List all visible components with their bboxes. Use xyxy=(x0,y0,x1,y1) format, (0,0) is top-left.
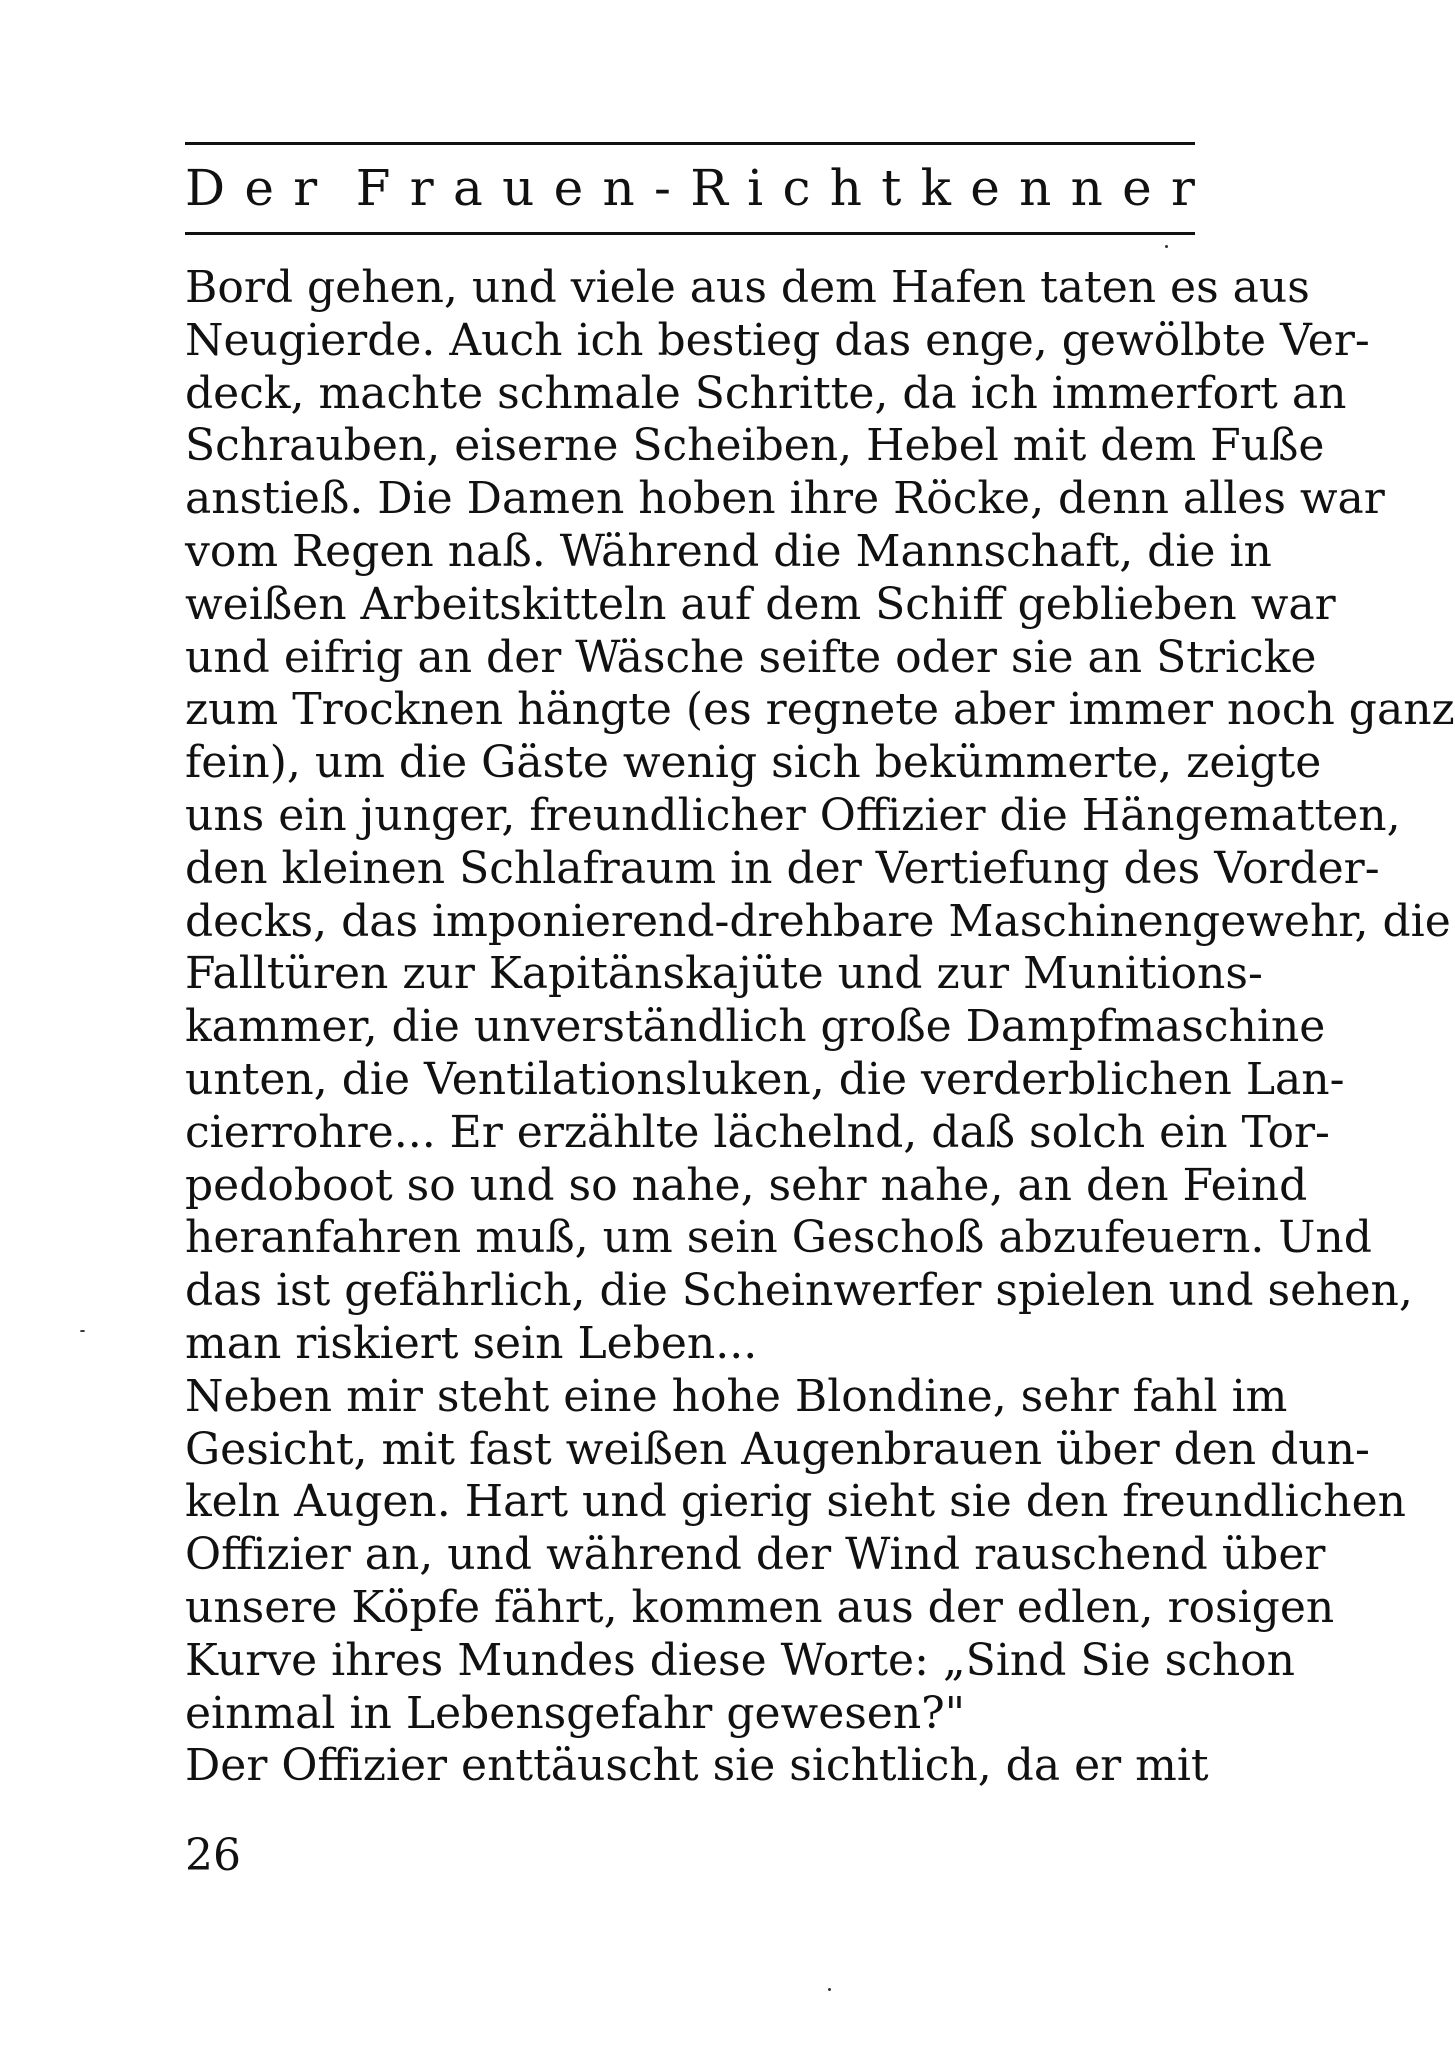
running-head-letter: k xyxy=(920,159,951,217)
text-line: anstieß. Die Damen hoben ihre Röcke, denn alles war xyxy=(185,473,1385,525)
bottom-rule xyxy=(185,232,1195,235)
running-head-letter: a xyxy=(452,159,483,217)
text-line: weißen Arbeitskitteln auf dem Schiff geblieben war xyxy=(185,578,1336,630)
running-head-letter: r xyxy=(1171,159,1195,217)
text-line: zum Trocknen hängte (es regnete aber immer noch ganz xyxy=(185,684,1455,736)
text-line: unten, die Ventilationsluken, die verderblichen Lan- xyxy=(185,1053,1345,1105)
text-line: man riskiert sein Leben... xyxy=(185,1317,758,1369)
text-line: einmal in Lebensgefahr gewesen?" xyxy=(185,1687,966,1739)
text-line: den kleinen Schlafraum in der Vertiefung des Vorder- xyxy=(185,842,1380,894)
text-line: pedoboot so und so nahe, sehr nahe, an den Feind xyxy=(185,1159,1308,1211)
body-text xyxy=(185,262,1455,1793)
top-rule xyxy=(185,142,1195,145)
running-head-letter: e xyxy=(553,159,584,217)
text-line: Bord gehen, und viele aus dem Hafen taten es aus xyxy=(185,262,1310,313)
text-line: und eifrig an der Wäsche seifte oder sie an Stricke xyxy=(185,631,1317,683)
text-line: heranfahren muß, um sein Geschoß abzufeuern. Und xyxy=(185,1212,1372,1264)
speck xyxy=(828,1988,831,1991)
running-head-letter: r xyxy=(409,159,434,217)
text-line: Schrauben, eiserne Scheiben, Hebel mit dem Fuße xyxy=(185,420,1325,472)
text-line: kammer, die unverständlich große Dampfmaschine xyxy=(185,1001,1326,1053)
running-head-letter: e xyxy=(1122,159,1152,217)
text-line: deck, machte schmale Schritte, da ich immerfort an xyxy=(185,367,1347,419)
running-head-letter: e xyxy=(970,159,1000,217)
running-head-letter: R xyxy=(690,159,728,217)
text-line: keln Augen. Hart und gierig sieht sie den freundlichen xyxy=(185,1476,1406,1528)
text-line: decks, das imponierend-drehbare Maschinengewehr, die xyxy=(185,895,1451,947)
text-line: Der Offizier enttäuscht sie sichtlich, da er mit xyxy=(185,1740,1209,1792)
running-head-letter: c xyxy=(782,159,811,217)
running-head-letter: r xyxy=(293,159,318,217)
running-head-letter: n xyxy=(1019,159,1052,217)
text-line: cierrohre... Er erzählte lächelnd, daß solch ein Tor- xyxy=(185,1106,1330,1158)
running-head-letter: - xyxy=(653,159,671,217)
running-head-letter: F xyxy=(355,159,391,217)
running-head-letter: h xyxy=(829,159,862,217)
page-number: 26 xyxy=(185,1830,241,1881)
running-head-letter: i xyxy=(747,159,764,217)
text-line: Falltüren zur Kapitänskajüte und zur Munitions- xyxy=(185,948,1263,1000)
speck xyxy=(1165,245,1168,248)
text-line: Gesicht, mit fast weißen Augenbrauen über den dun- xyxy=(185,1423,1370,1475)
text-line: Offizier an, und während der Wind rauschend über xyxy=(185,1529,1326,1581)
running-head-letter: e xyxy=(244,159,274,217)
text-line: uns ein junger, freundlicher Offizier die Hängematten, xyxy=(185,789,1401,841)
running-head xyxy=(185,150,1195,226)
text-line: Neugierde. Auch ich bestieg das enge, gewölbte Ver- xyxy=(185,314,1370,366)
text-line: Kurve ihres Mundes diese Worte: „Sind Sie schon xyxy=(185,1634,1296,1686)
text-line: unsere Köpfe fährt, kommen aus der edlen, rosigen xyxy=(185,1581,1335,1633)
running-head-letter: D xyxy=(185,159,226,217)
speck xyxy=(80,1330,85,1332)
running-head-letter: n xyxy=(1070,159,1103,217)
running-head-letter: t xyxy=(881,159,902,217)
text-line: das ist gefährlich, die Scheinwerfer spielen und sehen, xyxy=(185,1265,1413,1317)
text-line: fein), um die Gäste wenig sich bekümmerte, zeigte xyxy=(185,737,1322,789)
text-line: Neben mir steht eine hohe Blondine, sehr fahl im xyxy=(185,1370,1288,1422)
running-head-letter: u xyxy=(502,159,535,217)
running-head-letter: n xyxy=(602,159,635,217)
text-line: vom Regen naß. Während die Mannschaft, die in xyxy=(185,525,1272,577)
